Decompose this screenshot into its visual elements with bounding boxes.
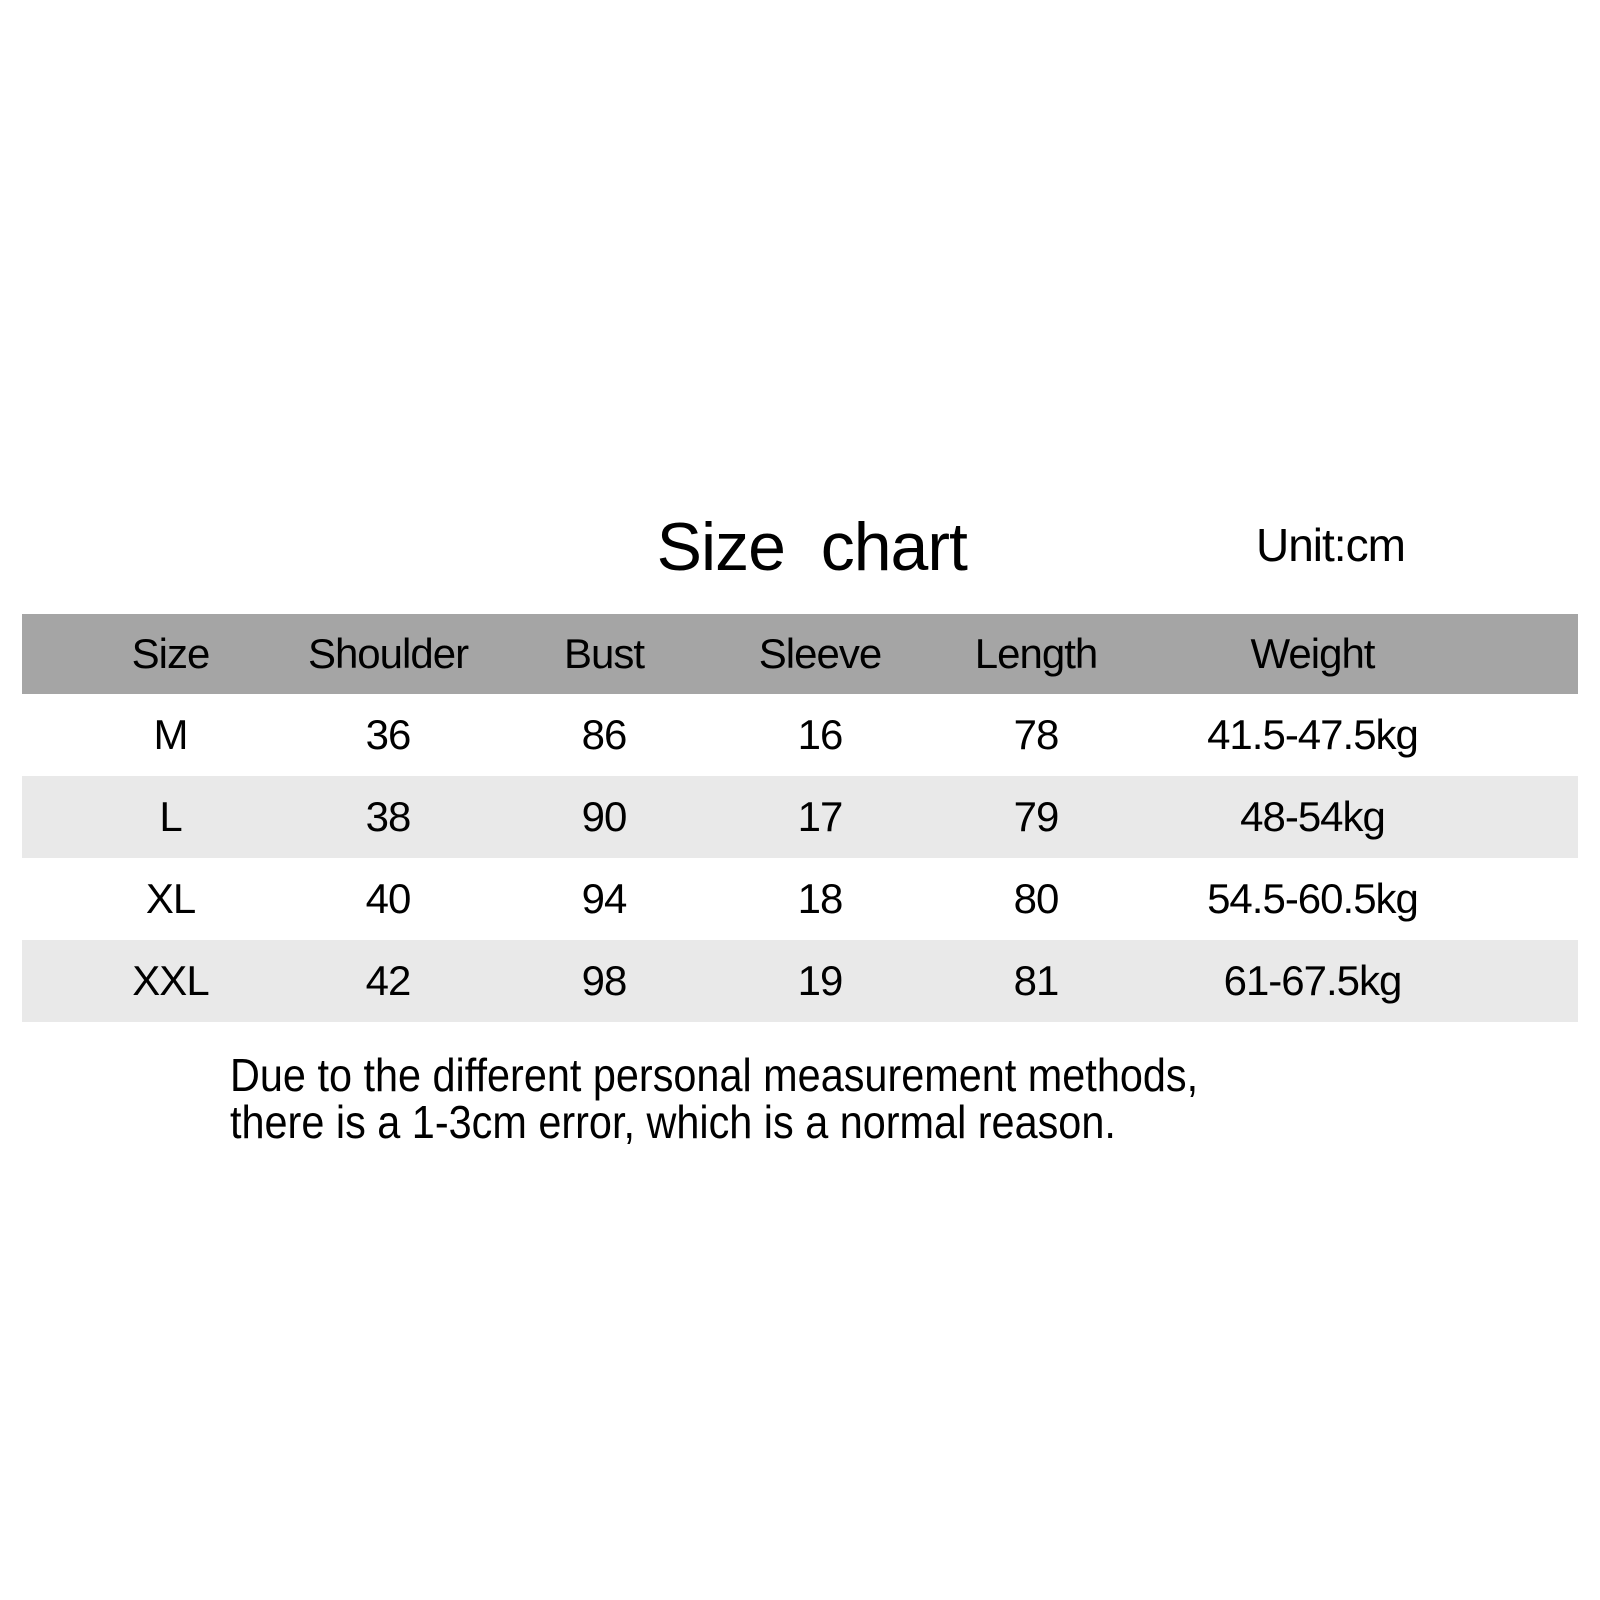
cell-weight: 61-67.5kg [1144,940,1578,1022]
table-row-xxl [22,940,1578,1022]
table-row-l [22,776,1578,858]
cell-length: 78 [928,694,1144,776]
cell-shoulder: 36 [280,694,496,776]
page-title-text: Size chart [656,509,967,585]
cell-size: L [22,776,280,858]
col-header-size: Size [22,614,280,694]
cell-size: M [22,694,280,776]
cell-bust: 90 [496,776,712,858]
cell-bust: 98 [496,940,712,1022]
size-table [22,614,1578,1022]
cell-shoulder: 40 [280,858,496,940]
cell-shoulder: 38 [280,776,496,858]
cell-bust: 86 [496,694,712,776]
unit-label: Unit:cm [1256,519,1405,571]
cell-length: 81 [928,940,1144,1022]
cell-sleeve: 16 [712,694,928,776]
table-header-row [22,614,1578,694]
col-header-weight: Weight [1144,614,1578,694]
cell-length: 79 [928,776,1144,858]
note-line-2: there is a 1-3cm error, which is a normal reason. [230,1096,1116,1148]
col-header-bust: Bust [496,614,712,694]
table-row-xl [22,858,1578,940]
col-header-shoulder: Shoulder [280,614,496,694]
note-line-1: Due to the different personal measurement methods, [230,1049,1199,1101]
cell-sleeve: 18 [712,858,928,940]
cell-weight: 48-54kg [1144,776,1578,858]
cell-weight: 41.5-47.5kg [1144,694,1578,776]
cell-size: XXL [22,940,280,1022]
cell-size: XL [22,858,280,940]
table-row-m [22,694,1578,776]
cell-weight: 54.5-60.5kg [1144,858,1578,940]
cell-bust: 94 [496,858,712,940]
col-header-sleeve: Sleeve [712,614,928,694]
measurement-note [230,1049,1199,1148]
cell-sleeve: 17 [712,776,928,858]
cell-sleeve: 19 [712,940,928,1022]
cell-shoulder: 42 [280,940,496,1022]
cell-length: 80 [928,858,1144,940]
col-header-length: Length [928,614,1144,694]
